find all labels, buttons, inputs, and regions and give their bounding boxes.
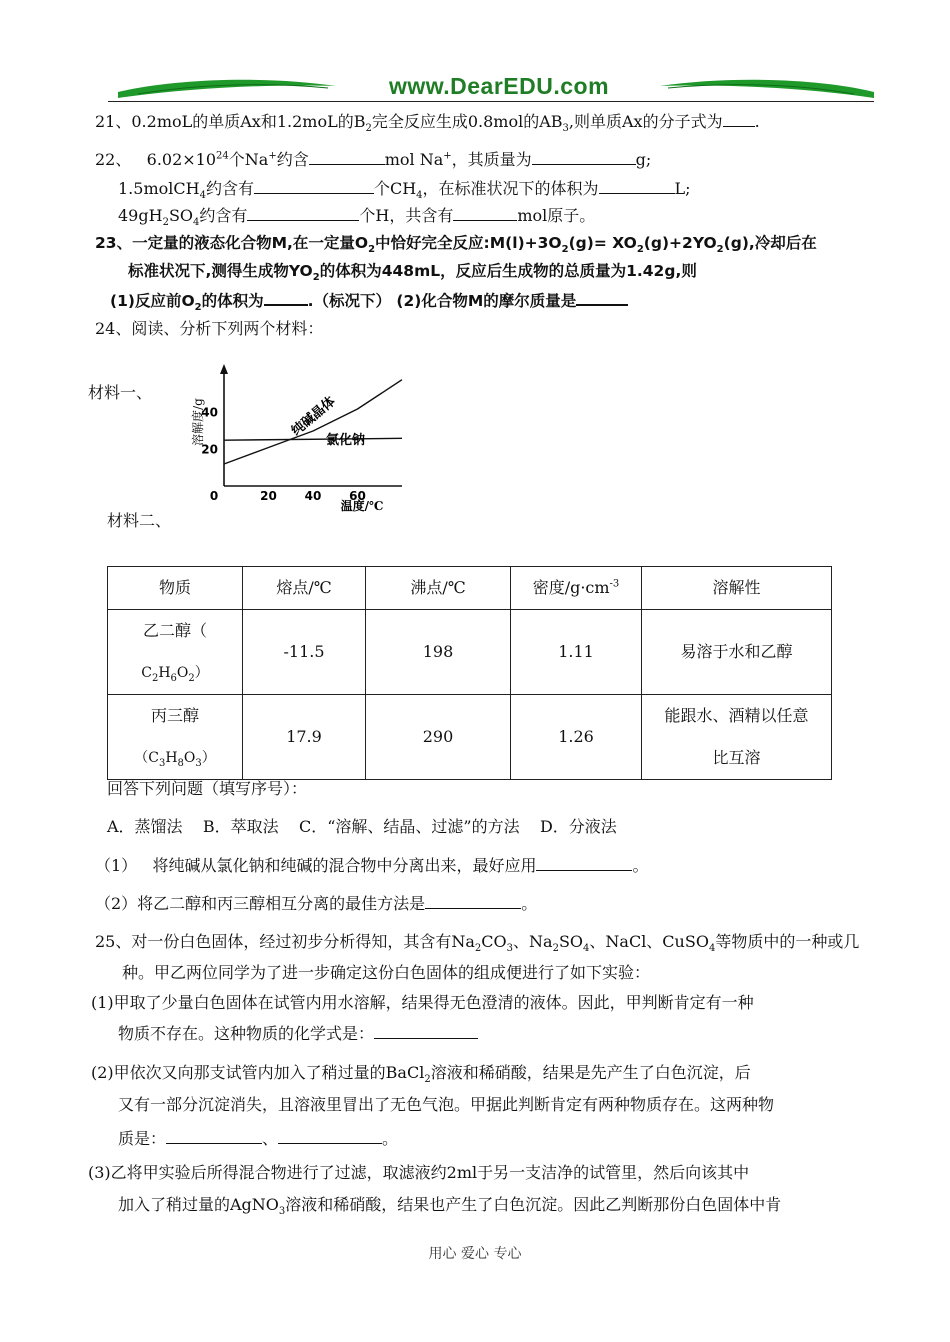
site-header bbox=[108, 70, 874, 104]
y-tick-label: 40 bbox=[201, 405, 218, 420]
question-23-line2: 标准状况下,测得生成物$YO_2$的体积为448mL，反应后生成物的总质量为1.42g,则 bbox=[128, 262, 697, 284]
answer-blank[interactable] bbox=[278, 1127, 382, 1144]
series-label-soda: 纯碱晶体 bbox=[288, 394, 339, 440]
left-wing-decoration bbox=[118, 76, 338, 102]
question-24-part2: （2）将乙二醇和丙三醇相互分离的最佳方法是 。 bbox=[95, 894, 538, 913]
y-axis-arrow bbox=[220, 364, 228, 374]
cell-boiling-point: 290 bbox=[366, 695, 511, 780]
question-22-line3: $49gH_2SO_4$约含有 个H，共含有 mol原子。 bbox=[118, 206, 596, 229]
series-label-nacl: 氯化钠 bbox=[326, 433, 366, 448]
y-tick-label: 20 bbox=[201, 442, 218, 457]
answer-blank[interactable] bbox=[532, 148, 636, 165]
question-23-line3: (1)反应前$O_2$的体积为 .（标况下） (2)化合物M的摩尔质量是 bbox=[110, 288, 628, 312]
x-tick-label: 60 bbox=[349, 489, 366, 503]
question-25-line1: 25、对一份白色固体，经过初步分析得知，其含有$Na_2CO_3$、$Na_2SO_4$、NaCl、CuSO$_4$等物质中的一种或几 bbox=[95, 932, 860, 955]
site-url[interactable]: www.DearEDU.com bbox=[388, 73, 610, 99]
answer-blank[interactable] bbox=[166, 1127, 262, 1144]
question-25-line6: 又有一部分沉淀消失，且溶液里冒出了无色气泡。甲据此判断肯定有两种物质存在。这两种物 bbox=[118, 1095, 775, 1114]
answer-blank[interactable] bbox=[536, 854, 632, 871]
table-row bbox=[108, 695, 832, 780]
question-21: 21、0.2moL的单质Ax和1.2moL的$B_2$完全反应生成0.8mol的$AB_3$,则单质Ax的分子式为 . bbox=[95, 112, 760, 135]
cell-substance: 丙三醇 $(C_3H_8O_3)$ bbox=[108, 695, 243, 780]
question-25-line3: (1)甲取了少量白色固体在试管内用水溶解，结果得无色澄清的液体。因此，甲判断肯定有一种 bbox=[91, 993, 754, 1012]
answer-blank[interactable] bbox=[254, 177, 374, 194]
header-rule bbox=[108, 101, 874, 102]
page-footer: 用心 爱心 专心 bbox=[428, 1246, 522, 1262]
header-substance: 物质 bbox=[108, 567, 243, 610]
cell-density: 1.11 bbox=[511, 610, 642, 695]
x-axis-label: 温度/℃ bbox=[340, 499, 384, 513]
header-melting-point: 熔点/℃ bbox=[243, 567, 366, 610]
header-solubility: 溶解性 bbox=[642, 567, 832, 610]
answer-blank[interactable] bbox=[576, 288, 628, 306]
y-axis-label: 溶解度/g bbox=[191, 398, 205, 446]
cell-solubility: 能跟水、酒精以任意 比互溶 bbox=[642, 695, 832, 780]
question-22-line2: 1.5molCH$_4$约含有 个$CH_4$，在标准状况下的体积为 L; bbox=[118, 179, 691, 202]
x-tick-label: 40 bbox=[304, 489, 322, 503]
question-23-line1: 23、一定量的液态化合物M,在一定量$O_2$中恰好完全反应$:M(l)+3O_2(g)= XO_2(g)+2YO_2(g)$,冷却后在 bbox=[95, 234, 817, 256]
cell-boiling-point: 198 bbox=[366, 610, 511, 695]
x-tick-label: 0 bbox=[209, 489, 219, 503]
question-25-line5: (2)甲依次又向那支试管内加入了稍过量的BaCl$_2$溶液和稀硝酸，结果是先产生了白色沉淀，后 bbox=[91, 1063, 751, 1086]
table-header-row bbox=[108, 567, 832, 610]
answer-blank[interactable] bbox=[247, 204, 359, 221]
answer-blank[interactable] bbox=[723, 110, 755, 127]
question-22-line1: 22、 $6.02\times 10^{24}$个Na+约含 mol Na+，其质量为 g; bbox=[95, 150, 652, 169]
answer-blank[interactable] bbox=[599, 177, 675, 194]
x-tick-label: 20 bbox=[260, 489, 277, 503]
series-line bbox=[224, 438, 402, 440]
question-25-line9: 加入了稍过量的AgNO$_3$溶液和稀硝酸，结果也产生了白色沉淀。因此乙判断那份白色固体中肯 bbox=[118, 1195, 782, 1218]
answer-blank[interactable] bbox=[309, 148, 385, 165]
properties-table bbox=[107, 566, 832, 780]
cell-substance: 乙二醇（ $C_2H_6O_2$） bbox=[108, 610, 243, 695]
question-25-line7: 质是： 、 。 bbox=[118, 1129, 399, 1148]
method-options: A．蒸馏法 B．萃取法 C．“溶解、结晶、过滤”的方法 D．分液法 bbox=[107, 817, 617, 836]
answer-blank[interactable] bbox=[264, 288, 308, 306]
material-2-label: 材料二、 bbox=[107, 511, 172, 530]
cell-melting-point: 17.9 bbox=[243, 695, 366, 780]
header-boiling-point: 沸点/℃ bbox=[366, 567, 511, 610]
question-24-intro: 24、阅读、分析下列两个材料： bbox=[95, 319, 324, 338]
chart-ticks bbox=[201, 406, 366, 503]
answer-blank[interactable] bbox=[425, 892, 521, 909]
material-1-label: 材料一、 bbox=[88, 383, 153, 402]
right-wing-decoration bbox=[658, 76, 874, 102]
answer-prompt: 回答下列问题（填写序号）： bbox=[107, 779, 308, 798]
answer-blank[interactable] bbox=[453, 204, 517, 221]
answer-blank[interactable] bbox=[374, 1022, 478, 1039]
table-row bbox=[108, 610, 832, 695]
cell-density: 1.26 bbox=[511, 695, 642, 780]
cell-melting-point: -11.5 bbox=[243, 610, 366, 695]
header-density: 密度$/g\cdot cm^{-3}$ bbox=[511, 567, 642, 610]
question-25-line2: 种。甲乙两位同学为了进一步确定这份白色固体的组成便进行了如下实验： bbox=[122, 963, 651, 982]
cell-solubility: 易溶于水和乙醇 bbox=[642, 610, 832, 695]
question-25-line4: 物质不存在。这种物质的化学式是： bbox=[118, 1022, 478, 1045]
question-24-part1: （1） 将纯碱从氯化钠和纯碱的混合物中分离出来，最好应用 。 bbox=[95, 856, 649, 875]
solubility-chart bbox=[180, 362, 420, 518]
question-25-line8: (3)乙将甲实验后所得混合物进行了过滤，取滤液约2ml于另一支洁净的试管里，然后向该其中 bbox=[88, 1163, 750, 1182]
